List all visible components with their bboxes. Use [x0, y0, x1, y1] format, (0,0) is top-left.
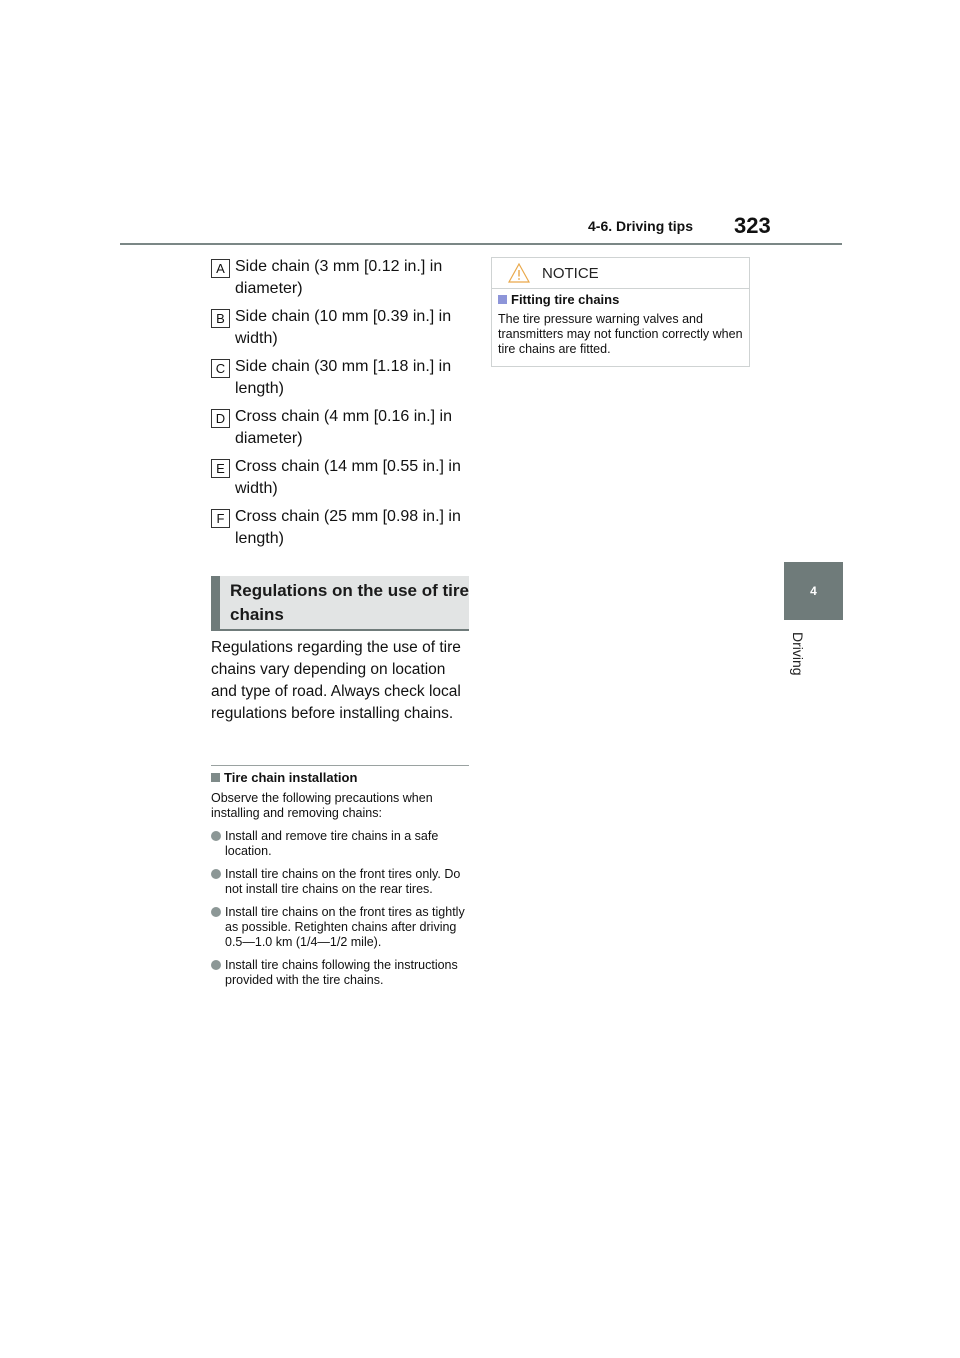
legend-letter-d: D	[211, 409, 230, 428]
chapter-number: 4	[810, 584, 817, 598]
legend-item	[211, 256, 471, 300]
notice-subtitle: Fitting tire chains	[498, 292, 743, 307]
page-number: 323	[734, 213, 771, 238]
section-heading-box	[211, 576, 469, 631]
legend-text: Side chain (10 mm [0.39 in.] in width)	[235, 308, 452, 347]
notice-header	[492, 258, 749, 289]
notice-body	[492, 289, 749, 360]
legend-letter-f: F	[211, 509, 230, 528]
bullet-dot-icon	[211, 831, 221, 841]
legend-text: Cross chain (14 mm [0.55 in.] in width)	[235, 458, 461, 497]
chapter-label: Driving	[790, 632, 806, 676]
list-item: Install and remove tire chains in a safe location.	[211, 829, 473, 859]
chapter-tab	[784, 562, 843, 620]
legend-item	[211, 406, 471, 450]
section-heading: Regulations on the use of tire chains	[230, 581, 469, 624]
list-item: Install tire chains on the front tires as tightly as possible. Retighten chains after driving 0.5—1.0 km (1/4—1/2 mile).	[211, 905, 473, 950]
warning-icon	[508, 263, 530, 283]
legend-letter-e: E	[211, 459, 230, 478]
installation-section	[211, 770, 473, 996]
notice-box	[491, 257, 750, 367]
legend-text: Cross chain (4 mm [0.16 in.] in diameter)	[235, 408, 452, 447]
legend-item	[211, 356, 471, 400]
legend-text: Cross chain (25 mm [0.98 in.] in length)	[235, 508, 461, 547]
bullet-dot-icon	[211, 960, 221, 970]
bullet-dot-icon	[211, 869, 221, 879]
square-bullet-icon	[211, 773, 220, 782]
header-divider	[120, 243, 842, 245]
notice-title: NOTICE	[542, 264, 599, 282]
legend-letter-a: A	[211, 259, 230, 278]
notice-text: The tire pressure warning valves and transmitters may not function correctly when tire chains are fitted.	[498, 312, 743, 356]
legend-item	[211, 456, 471, 500]
legend-text: Side chain (3 mm [0.12 in.] in diameter)	[235, 258, 443, 297]
installation-intro: Observe the following precautions when installing and removing chains:	[211, 791, 433, 820]
subsection-divider	[211, 765, 469, 766]
square-bullet-icon	[498, 295, 507, 304]
list-item: Install tire chains following the instructions provided with the tire chains.	[211, 958, 473, 988]
section-title: 4-6. Driving tips	[588, 218, 694, 234]
legend-item	[211, 506, 471, 550]
bullet-dot-icon	[211, 907, 221, 917]
legend-text: Side chain (30 mm [1.18 in.] in length)	[235, 358, 452, 397]
installation-title: Tire chain installation	[211, 770, 473, 785]
legend-letter-c: C	[211, 359, 230, 378]
regulations-paragraph: Regulations regarding the use of tire chains vary depending on location and type of road. Always check local regulations before installing chains.	[211, 639, 461, 722]
list-item: Install tire chains on the front tires only. Do not install tire chains on the rear tires.	[211, 867, 473, 897]
legend-item	[211, 306, 471, 350]
chain-legend	[211, 256, 471, 556]
legend-letter-b: B	[211, 309, 230, 328]
